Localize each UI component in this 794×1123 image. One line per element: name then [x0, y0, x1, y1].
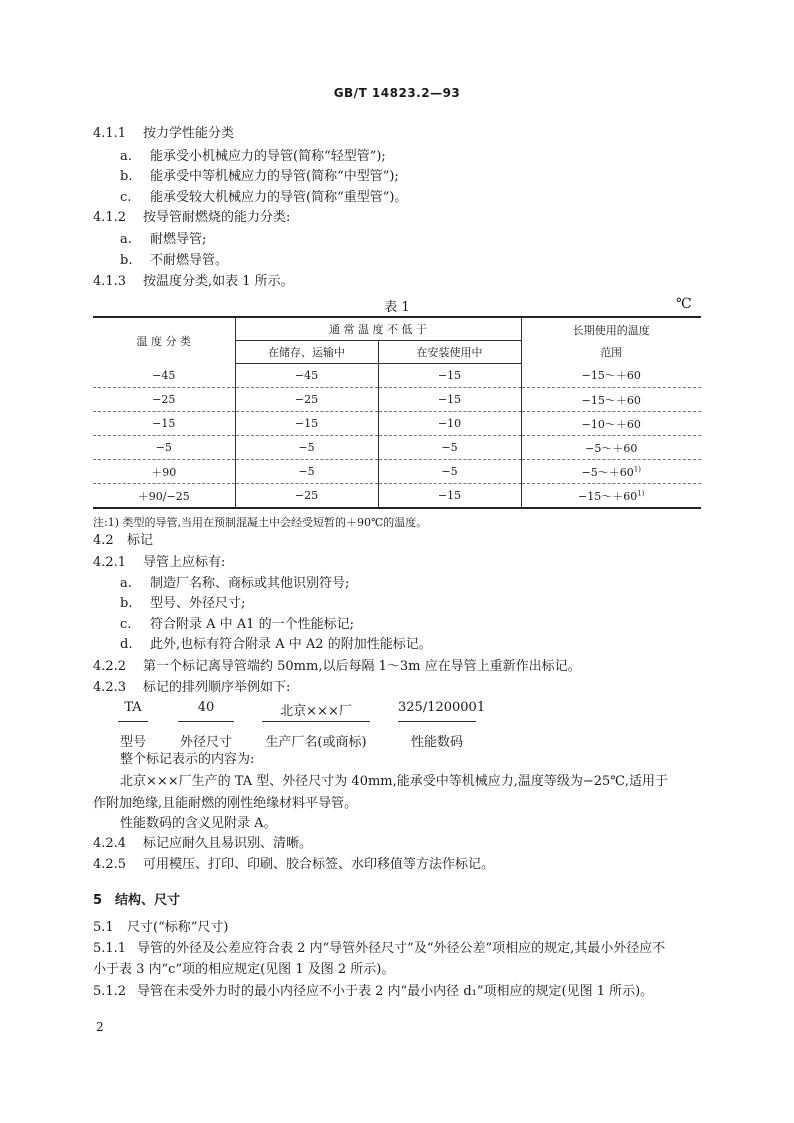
clause-4-2-4 — [93, 836, 312, 852]
list-item: a. 耐燃导管; — [120, 232, 207, 247]
clause-4-2 — [93, 533, 153, 549]
clause-4-1-2 — [93, 210, 290, 226]
header-cell: 在储存、运输中 — [235, 341, 378, 364]
list-item: c. 符合附录 A 中 A1 的一个性能标记; — [120, 617, 354, 632]
example-code: 325/1200001 — [398, 700, 486, 715]
clause-number: 4.2.3 — [93, 680, 127, 695]
clause-number: 5.1.2 — [93, 984, 127, 999]
header-cell: 通 常 温 度 不 低 于 — [235, 317, 521, 341]
table-row: ＋90/−25 −25 −15 $-15\sim+60^{1)}$ — [93, 484, 701, 509]
meaning-intro: 整个标记表示的内容为: — [120, 752, 255, 767]
table-row: ＋90 −5 −5 $-5\sim+60^{1)}$ — [93, 460, 701, 484]
clause-number: 4.1.1 — [93, 126, 127, 141]
clause-5-1-1 — [93, 941, 665, 957]
section-5-heading: 5 结构、尺寸 — [93, 893, 181, 908]
list-item: b. 能承受中等机械应力的导管(简称“中型管”); — [120, 169, 399, 184]
example-label: 型号 — [119, 735, 146, 750]
list-item: a. 制造厂名称、商标或其他识别符号; — [120, 576, 350, 591]
meaning-text: 性能数码的含义见附录 A。 — [120, 816, 277, 831]
clause-text: 尺寸(“标称”尺寸) — [127, 920, 229, 935]
clause-number: 4.2.4 — [93, 836, 127, 851]
clause-text: 按导管耐燃烧的能力分类: — [143, 210, 291, 225]
list-item: b. 不耐燃导管。 — [120, 253, 229, 268]
clause-4-2-3 — [93, 680, 290, 696]
clause-text: 导管上应标有: — [143, 555, 226, 570]
header-cell: 在安装使用中 — [378, 341, 521, 364]
example-label: 外径尺寸 — [179, 735, 232, 750]
clause-text: 按温度分类,如表 1 所示。 — [143, 274, 294, 289]
list-item: c. 能承受较大机械应力的导管(简称“重型管”)。 — [120, 190, 408, 205]
clause-number: 5.1.1 — [93, 941, 127, 956]
table-unit: ℃ — [676, 296, 692, 312]
clause-number: 4.1.3 — [93, 274, 127, 289]
clause-number: 4.2.2 — [93, 659, 127, 674]
example-underline — [398, 721, 476, 722]
example-underline — [262, 721, 370, 722]
list-item: b. 型号、外径尺寸; — [120, 596, 246, 611]
example-label: 生产厂名(或商标) — [265, 735, 367, 750]
clause-text: 标记 — [127, 533, 154, 548]
clause-text: 可用模压、打印、印刷、胶合标签、水印移值等方法作标记。 — [143, 857, 495, 872]
table-row: −45 −45 −15 −15～＋60 — [93, 364, 701, 388]
clause-4-1-1 — [93, 126, 234, 142]
clause-text: 标记应耐久且易识别、清晰。 — [143, 836, 313, 851]
clause-number: 4.2.1 — [93, 555, 127, 570]
example-label: 性能数码 — [410, 735, 463, 750]
clause-4-1-3 — [93, 274, 294, 290]
example-model: TA — [124, 700, 142, 715]
example-underline — [178, 721, 234, 722]
table-row: −25 −25 −15 −15～＋60 — [93, 388, 701, 412]
clause-number: 4.2 — [93, 533, 114, 548]
page-number: 2 — [96, 1020, 104, 1034]
header-cell: 长期使用的温度 范围 — [521, 317, 701, 364]
example-diameter: 40 — [197, 700, 215, 715]
clause-5-1-1-continued: 小于表 3 内“c”项的相应规定(见图 1 及图 2 所示)。 — [93, 962, 395, 977]
page-header: GB/T 14823.2—93 — [333, 86, 461, 100]
clause-number: 5.1 — [93, 920, 114, 935]
table-row: −15 −15 −10 −10～＋60 — [93, 412, 701, 436]
clause-text: 导管在未受外力时的最小内径应不小于表 2 内“最小内径 d₁”项相应的规定(见图 1 所示)。 — [137, 984, 654, 999]
clause-text: 第一个标记离导管端约 50mm,以后每隔 1～3m 应在导管上重新作出标记。 — [143, 659, 581, 674]
clause-number: 4.1.2 — [93, 210, 127, 225]
clause-4-2-2 — [93, 659, 581, 675]
meaning-text: 作附加绝缘,且能耐燃的刚性绝缘材料平导管。 — [93, 796, 358, 811]
temperature-table — [93, 316, 701, 509]
list-item: d. 此外,也标有符合附录 A 中 A2 的附加性能标记。 — [120, 637, 432, 652]
list-item: a. 能承受小机械应力的导管(简称“轻型管”); — [120, 149, 386, 164]
example-underline — [118, 721, 148, 722]
clause-text: 按力学性能分类 — [143, 126, 235, 141]
clause-5-1-2 — [93, 984, 653, 1000]
clause-text: 导管的外径及公差应符合表 2 内“导管外径尺寸”及“外径公差”项相应的规定,其最小外径应不 — [137, 941, 666, 956]
header-cell: 温 度 分 类 — [93, 317, 235, 364]
clause-text: 标记的排列顺序举例如下: — [143, 680, 291, 695]
clause-number: 4.2.5 — [93, 857, 127, 872]
table-row: −5 −5 −5 −5～＋60 — [93, 436, 701, 460]
table-caption: 表 1 — [384, 300, 410, 315]
meaning-text: 北京×××厂生产的 TA 型、外径尺寸为 40mm,能承受中等机械应力,温度等级为−25℃,适用于 — [120, 774, 668, 789]
table-note: 注:1) 类型的导管,当用在预制混凝土中会经受短暂的＋90℃的温度。 — [93, 516, 428, 529]
example-manufacturer: 北京×××厂 — [280, 704, 352, 719]
clause-4-2-1 — [93, 555, 225, 571]
clause-5-1 — [93, 920, 228, 936]
clause-4-2-5 — [93, 857, 494, 873]
